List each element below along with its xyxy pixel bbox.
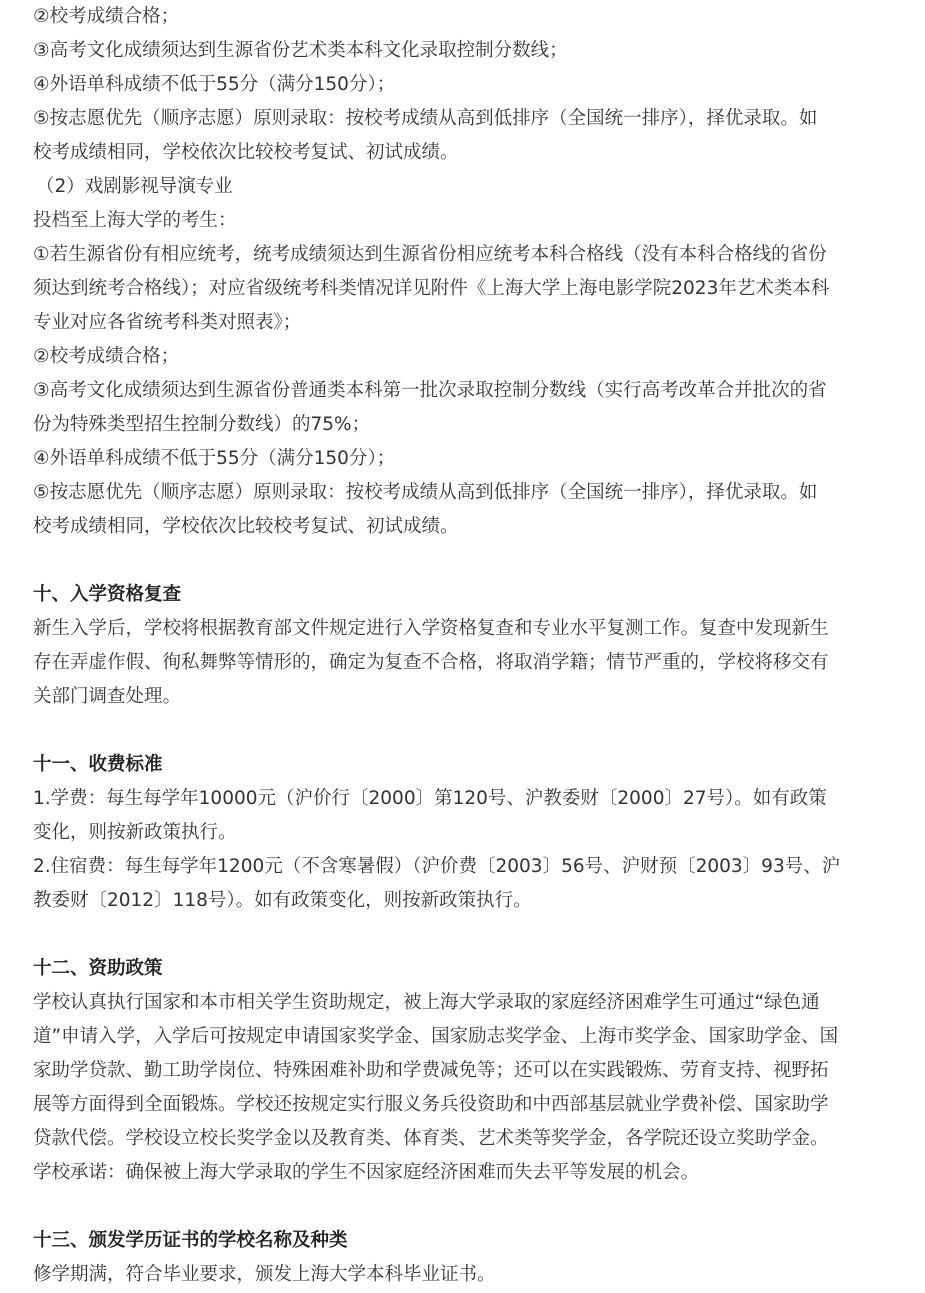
paragraph-spacer bbox=[33, 714, 895, 748]
text-line: 学校认真执行国家和本市相关学生资助规定，被上海大学录取的家庭经济困难学生可通过“绿色通 bbox=[33, 992, 820, 1013]
text-line: 学校承诺：确保被上海大学录取的学生不因家庭经济困难而失去平等发展的机会。 bbox=[33, 1162, 700, 1183]
text-line: 校考成绩相同，学校依次比较校考复试、初试成绩。 bbox=[33, 516, 459, 537]
text-line: ⑤按志愿优先（顺序志愿）原则录取：按校考成绩从高到低排序（全国统一排序），择优录取。如 bbox=[33, 482, 818, 503]
section-heading: 十一、收费标准 bbox=[33, 754, 163, 775]
paragraph-spacer bbox=[33, 544, 895, 578]
text-line: 2.住宿费：每生每学年1200元（不含寒暑假）（沪价费〔2003〕56号、沪财预〔2003〕93号、沪 bbox=[33, 856, 841, 877]
text-line: ②校考成绩合格； bbox=[33, 6, 180, 27]
text-line: 贷款代偿。学校设立校长奖学金以及教育类、体育类、艺术类等奖学金，各学院还设立奖助学金。 bbox=[33, 1128, 829, 1149]
text-line: ⑤按志愿优先（顺序志愿）原则录取：按校考成绩从高到低排序（全国统一排序），择优录取。如 bbox=[33, 108, 818, 129]
paragraph-spacer bbox=[33, 1190, 895, 1224]
paragraph-spacer bbox=[33, 918, 895, 952]
text-line: 份为特殊类型招生控制分数线）的75%； bbox=[33, 414, 371, 435]
text-line: 须达到统考合格线）；对应省级统考科类情况详见附件《上海大学上海电影学院2023年艺术类本科 bbox=[33, 278, 830, 299]
text-line: 校考成绩相同，学校依次比较校考复试、初试成绩。 bbox=[33, 142, 459, 163]
text-line: 1.学费：每生每学年10000元（沪价行〔2000〕第120号、沪教委财〔2000〕27号）。如有政策 bbox=[33, 788, 827, 809]
text-line: 家助学贷款、勤工助学岗位、特殊困难补助和学费减免等；还可以在实践锻炼、劳育支持、视野拓 bbox=[33, 1060, 829, 1081]
text-line: ④外语单科成绩不低于55分（满分150分）； bbox=[33, 74, 396, 95]
text-line: 投档至上海大学的考生： bbox=[33, 210, 237, 231]
text-line: ③高考文化成绩须达到生源省份普通类本科第一批次录取控制分数线（实行高考改革合并批次的省 bbox=[33, 380, 827, 401]
text-line: 关部门调查处理。 bbox=[33, 686, 182, 707]
section-heading: 十三、颁发学历证书的学校名称及种类 bbox=[33, 1230, 348, 1251]
text-line: （2）戏剧影视导演专业 bbox=[36, 176, 233, 197]
text-line: ①若生源省份有相应统考，统考成绩须达到生源省份相应统考本科合格线（没有本科合格线的省份 bbox=[33, 244, 827, 265]
section-heading: 十、入学资格复查 bbox=[33, 584, 182, 605]
text-line: 专业对应各省统考科类对照表》； bbox=[33, 312, 302, 333]
text-line: 变化，则按新政策执行。 bbox=[33, 822, 237, 843]
text-line: 道”申请入学，入学后可按规定申请国家奖学金、国家励志奖学金、上海市奖学金、国家助学金、国 bbox=[33, 1026, 839, 1047]
text-line: 修学期满，符合毕业要求，颁发上海大学本科毕业证书。 bbox=[33, 1264, 496, 1285]
text-line: 展等方面得到全面锻炼。学校还按规定实行服义务兵役资助和中西部基层就业学费补偿、国家助学 bbox=[33, 1094, 829, 1115]
section-heading: 十二、资助政策 bbox=[33, 958, 163, 979]
text-line: ④外语单科成绩不低于55分（满分150分）； bbox=[33, 448, 396, 469]
text-line: 教委财〔2012〕118号）。如有政策变化，则按新政策执行。 bbox=[33, 890, 532, 911]
text-line: ②校考成绩合格； bbox=[33, 346, 180, 367]
text-line: ③高考文化成绩须达到生源省份艺术类本科文化录取控制分数线； bbox=[33, 40, 568, 61]
text-line: 新生入学后，学校将根据教育部文件规定进行入学资格复查和专业水平复测工作。复查中发现新生 bbox=[33, 618, 829, 639]
text-line: 存在弄虚作假、徇私舞弊等情形的，确定为复查不合格，将取消学籍；情节严重的，学校将移交有 bbox=[33, 652, 829, 673]
